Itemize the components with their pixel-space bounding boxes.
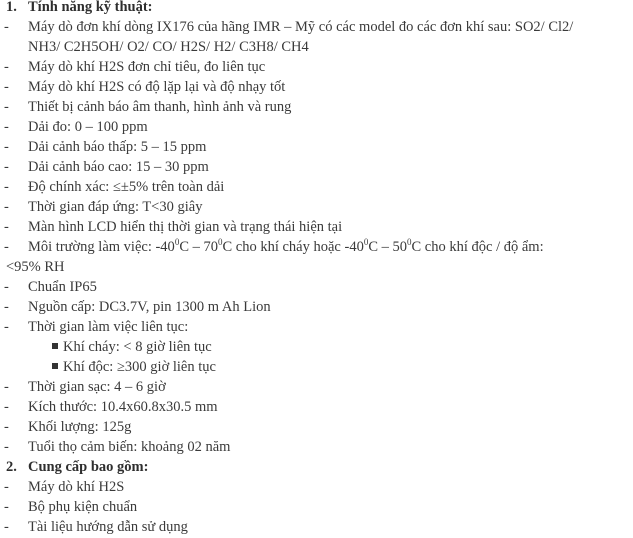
list-item <box>4 19 573 36</box>
list-item-text: Thời gian làm việc liên tục: <box>28 319 189 335</box>
list-item <box>4 279 97 296</box>
list-item-text: Chuẩn IP65 <box>28 279 97 295</box>
list-item-text: Thời gian đáp ứng: T<30 giây <box>28 199 203 215</box>
list-item-text: Máy dò đơn khí dòng IX176 của hãng IMR – Mỹ có các model đo các đơn khí sau: SO2/ Cl2/ <box>28 19 574 35</box>
list-item-text <box>28 239 544 255</box>
list-item-text: Tài liệu hướng dẫn sử dụng <box>28 519 188 535</box>
list-dash: - <box>4 139 9 155</box>
list-dash: - <box>4 99 9 115</box>
list-item <box>4 319 188 336</box>
list-item <box>4 439 230 456</box>
list-dash: - <box>4 119 9 135</box>
list-item <box>4 479 124 496</box>
list-item-text: Dải cảnh báo cao: 15 – 30 ppm <box>28 159 209 175</box>
list-item-text: Thiết bị cảnh báo âm thanh, hình ảnh và rung <box>28 99 292 115</box>
degree-sup: 0 <box>174 237 180 247</box>
list-dash: - <box>4 519 9 535</box>
list-dash: - <box>4 319 9 335</box>
list-item-text: Màn hình LCD hiển thị thời gian và trạng thái hiện tại <box>28 219 343 235</box>
list-dash: - <box>4 439 9 455</box>
square-bullet-icon <box>52 343 58 349</box>
list-dash: - <box>4 299 9 315</box>
list-item <box>4 519 188 536</box>
list-item <box>4 219 342 236</box>
list-item-text: Dải đo: 0 – 100 ppm <box>28 119 148 135</box>
list-dash: - <box>4 219 9 235</box>
section-number: 2. <box>6 459 17 475</box>
list-item-text: Máy dò khí H2S đơn chỉ tiêu, đo liên tục <box>28 59 266 75</box>
degree-sup: 0 <box>363 237 369 247</box>
list-item <box>4 139 206 156</box>
list-dash: - <box>4 479 9 495</box>
temp-text: C cho khí độc / độ ẩm: <box>411 239 544 255</box>
list-item-text: Dải cảnh báo thấp: 5 – 15 ppm <box>28 139 207 155</box>
list-item-text: Thời gian sạc: 4 – 6 giờ <box>28 379 166 395</box>
list-dash: - <box>4 239 9 255</box>
list-dash: - <box>4 419 9 435</box>
list-item-text: Khối lượng: 125g <box>28 419 132 435</box>
list-item <box>4 299 271 316</box>
section-title: Cung cấp bao gồm: <box>28 459 149 475</box>
list-dash: - <box>4 199 9 215</box>
section-heading-specs <box>6 0 153 16</box>
list-item-text: Nguồn cấp: DC3.7V, pin 1300 m Ah Lion <box>28 299 271 315</box>
list-item <box>4 499 137 516</box>
list-item-text: Độ chính xác: ≤±5% trên toàn dải <box>28 179 225 195</box>
list-dash: - <box>4 499 9 515</box>
sub-list-item-text: Khí độc: ≥300 giờ liên tục <box>63 359 216 375</box>
list-dash: - <box>4 79 9 95</box>
list-item <box>4 419 131 436</box>
degree-sup: 0 <box>217 237 223 247</box>
temp-text: C cho khí cháy hoặc -40 <box>222 239 364 255</box>
list-item-text: Máy dò khí H2S <box>28 479 125 495</box>
list-item <box>4 159 209 176</box>
list-item-continuation: NH3/ C2H5OH/ O2/ CO/ H2S/ H2/ C3H8/ CH4 <box>28 39 309 55</box>
section-number: 1. <box>6 0 17 15</box>
list-item <box>4 59 265 76</box>
list-dash: - <box>4 399 9 415</box>
list-item-text: Kích thước: 10.4x60.8x30.5 mm <box>28 399 218 415</box>
list-dash: - <box>4 179 9 195</box>
list-item <box>4 399 218 416</box>
list-item <box>4 99 291 116</box>
list-item <box>4 239 544 256</box>
degree-sup: 0 <box>407 237 412 247</box>
temp-text: Môi trường làm việc: -40 <box>28 239 175 255</box>
sub-list-item <box>52 339 212 356</box>
list-dash: - <box>4 159 9 175</box>
square-bullet-icon <box>52 363 58 369</box>
sub-list-item <box>52 359 216 376</box>
list-dash: - <box>4 19 9 35</box>
list-item-text: Máy dò khí H2S có độ lặp lại và độ nhạy tốt <box>28 79 286 95</box>
section-title: Tính năng kỹ thuật: <box>28 0 153 15</box>
list-item <box>4 199 202 216</box>
list-dash: - <box>4 59 9 75</box>
list-item <box>4 179 224 196</box>
list-dash: - <box>4 379 9 395</box>
list-item <box>4 379 166 396</box>
section-heading-supply <box>6 459 148 476</box>
temp-text: C – 50 <box>368 239 407 255</box>
list-dash: - <box>4 279 9 295</box>
list-item <box>4 119 148 136</box>
list-item-text: Tuổi thọ cảm biến: khoảng 02 năm <box>28 439 231 455</box>
list-item-continuation: <95% RH <box>6 259 65 275</box>
list-item-text: Bộ phụ kiện chuẩn <box>28 499 138 515</box>
sub-list-item-text: Khí cháy: < 8 giờ liên tục <box>63 339 212 355</box>
temp-text: C – 70 <box>179 239 218 255</box>
list-item <box>4 79 285 96</box>
